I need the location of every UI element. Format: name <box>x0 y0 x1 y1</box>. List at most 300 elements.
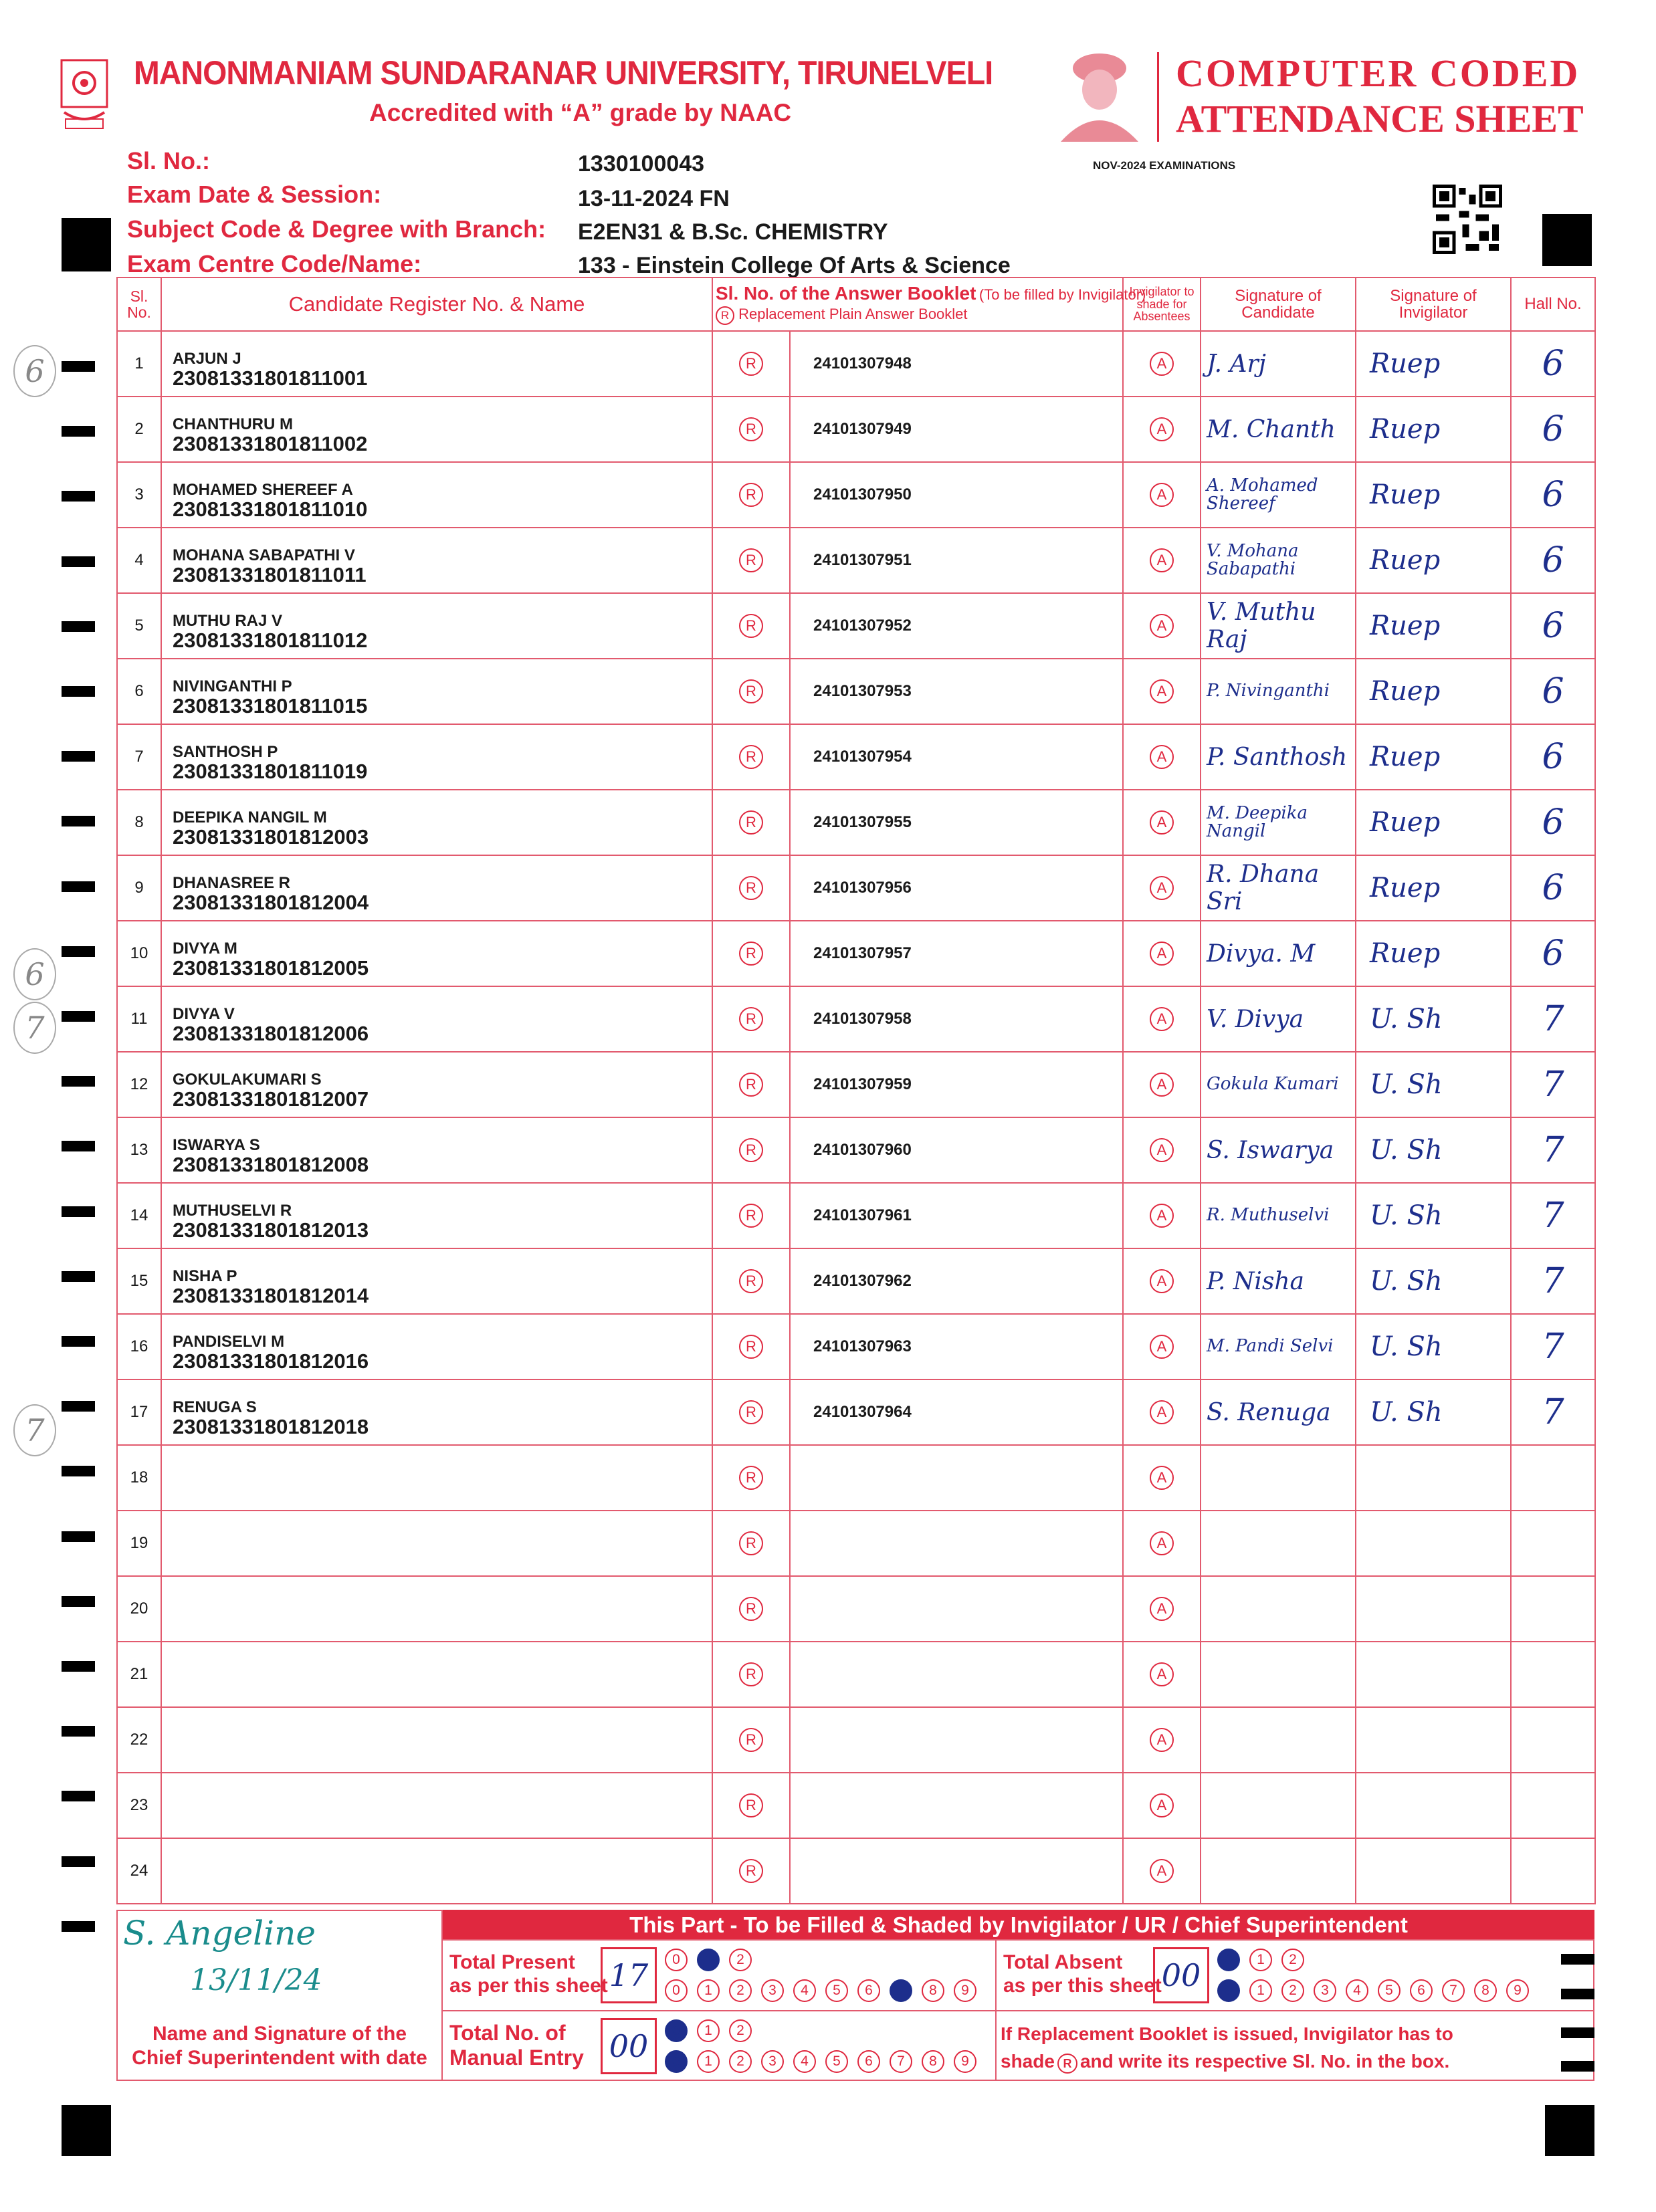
replacement-cell[interactable] <box>712 331 790 397</box>
absent-bubble[interactable]: A <box>1150 614 1174 638</box>
timing-mark <box>62 491 95 502</box>
replacement-bubble[interactable]: R <box>739 876 763 900</box>
booklet-number[interactable]: 24101307950 <box>790 462 1123 528</box>
absentee-cell[interactable] <box>1123 1117 1201 1183</box>
timing-mark <box>62 556 95 567</box>
absentee-cell[interactable] <box>1123 462 1201 528</box>
replacement-bubble[interactable]: R <box>739 1007 763 1031</box>
hall-number: 6 <box>1511 593 1595 659</box>
replacement-bubble[interactable]: R <box>739 1531 763 1555</box>
digit-bubble[interactable]: 1 <box>1249 1979 1272 2002</box>
candidate-name: DEEPIKA NANGIL M <box>173 808 327 826</box>
digit-bubble[interactable]: 3 <box>761 2050 784 2073</box>
manual-entry-label-2: Manual Entry <box>449 2045 584 2070</box>
replacement-bubble[interactable]: R <box>739 1662 763 1686</box>
candidate-cell <box>161 1052 712 1117</box>
replacement-cell[interactable] <box>712 724 790 790</box>
replacement-cell[interactable] <box>712 1511 790 1576</box>
replacement-bubble[interactable]: R <box>739 1859 763 1883</box>
manual-units-bubbles[interactable] <box>665 2050 986 2073</box>
absent-bubble[interactable]: A <box>1150 1073 1174 1097</box>
hall-number: 6 <box>1511 462 1595 528</box>
absent-bubble[interactable]: A <box>1150 548 1174 572</box>
digit-bubble[interactable]: 9 <box>954 1979 976 2002</box>
chief-signature: S. Angeline <box>123 1914 316 1953</box>
summary-banner: This Part - To be Filled & Shaded by Invigilator / UR / Chief Superintendent <box>443 1910 1594 1941</box>
digit-bubble[interactable]: 6 <box>1410 1979 1433 2002</box>
table-row <box>117 1576 1595 1642</box>
booklet-number[interactable]: 24101307964 <box>790 1379 1123 1445</box>
booklet-number[interactable]: 24101307956 <box>790 855 1123 921</box>
digit-bubble[interactable]: 2 <box>1281 1979 1304 2002</box>
row-sl-no: 19 <box>117 1511 161 1576</box>
row-sl-no: 4 <box>117 528 161 593</box>
register-number: 23081331801812005 <box>173 956 369 980</box>
row-sl-no: 11 <box>117 986 161 1052</box>
candidate-signature: S. Renuga <box>1201 1379 1356 1445</box>
timing-mark <box>62 621 95 632</box>
subject-value: E2EN31 & B.Sc. CHEMISTRY <box>578 219 888 245</box>
digit-bubble[interactable]: 9 <box>1506 1979 1529 2002</box>
candidate-cell <box>161 331 712 397</box>
absentee-cell[interactable] <box>1123 790 1201 855</box>
digit-bubble[interactable]: 4 <box>793 1979 816 2002</box>
invigilator-signature: U. Sh <box>1356 1379 1511 1445</box>
table-row <box>117 1445 1595 1511</box>
absentee-cell[interactable] <box>1123 1773 1201 1838</box>
digit-bubble[interactable]: 0 <box>665 2019 688 2042</box>
absent-bubble[interactable]: A <box>1150 1728 1174 1752</box>
manual-entry-label-1: Total No. of <box>449 2021 566 2045</box>
corner-mark <box>62 218 111 271</box>
booklet-number[interactable]: 24101307961 <box>790 1183 1123 1248</box>
absentee-cell[interactable] <box>1123 1576 1201 1642</box>
replacement-cell[interactable] <box>712 659 790 724</box>
table-row <box>117 462 1595 528</box>
replacement-note-shade: shade <box>1001 2050 1055 2072</box>
col-header-sl: Sl. No. <box>117 278 161 331</box>
replacement-bubble[interactable]: R <box>739 942 763 966</box>
absentee-cell[interactable] <box>1123 986 1201 1052</box>
digit-bubble[interactable]: 5 <box>825 1979 848 2002</box>
digit-bubble[interactable]: 8 <box>1474 1979 1497 2002</box>
present-units-bubbles[interactable] <box>665 1979 986 2002</box>
candidate-cell <box>161 593 712 659</box>
candidate-name: PANDISELVI M <box>173 1332 285 1351</box>
absent-bubble[interactable]: A <box>1150 1466 1174 1490</box>
replacement-cell[interactable] <box>712 1445 790 1511</box>
absent-bubble[interactable]: A <box>1150 1597 1174 1621</box>
hall-number: 6 <box>1511 528 1595 593</box>
absent-bubble[interactable]: A <box>1150 417 1174 441</box>
replacement-bubble[interactable]: R <box>739 1400 763 1424</box>
candidate-name <box>173 1472 712 1484</box>
digit-bubble[interactable]: 0 <box>665 1979 688 2002</box>
digit-bubble[interactable]: 6 <box>857 1979 880 2002</box>
absent-bubble[interactable]: A <box>1150 1793 1174 1817</box>
portrait-image <box>1057 51 1142 142</box>
replacement-bubble[interactable]: R <box>739 548 763 572</box>
booklet-number[interactable]: 24101307948 <box>790 331 1123 397</box>
timing-mark <box>62 1206 95 1217</box>
digit-bubble[interactable]: 2 <box>729 1979 752 2002</box>
absent-bubble[interactable]: A <box>1150 1138 1174 1162</box>
booklet-number[interactable] <box>790 1707 1123 1773</box>
replacement-cell[interactable] <box>712 1773 790 1838</box>
total-present-label <box>449 1951 608 1997</box>
absentee-cell[interactable] <box>1123 1052 1201 1117</box>
timing-mark <box>62 1791 95 1801</box>
absentee-cell[interactable] <box>1123 1707 1201 1773</box>
candidate-name: MUTHUSELVI R <box>173 1201 292 1220</box>
timing-mark <box>62 1726 95 1737</box>
candidate-name: DIVYA M <box>173 939 237 958</box>
digit-bubble[interactable]: 1 <box>1249 1949 1272 1971</box>
absentee-cell[interactable] <box>1123 397 1201 462</box>
booklet-number[interactable]: 24101307949 <box>790 397 1123 462</box>
row-sl-no: 24 <box>117 1838 161 1904</box>
timing-mark <box>62 751 95 762</box>
table-row <box>117 1379 1595 1445</box>
booklet-number[interactable] <box>790 1511 1123 1576</box>
table-row <box>117 593 1595 659</box>
absentee-cell[interactable] <box>1123 724 1201 790</box>
row-sl-no: 13 <box>117 1117 161 1183</box>
register-number: 23081331801812003 <box>173 824 369 849</box>
col-header-sig-candidate: Signature of Candidate <box>1201 278 1356 331</box>
booklet-number[interactable]: 24101307962 <box>790 1248 1123 1314</box>
absentee-cell[interactable] <box>1123 921 1201 986</box>
digit-bubble[interactable]: 2 <box>1281 1949 1304 1971</box>
replacement-cell[interactable] <box>712 397 790 462</box>
replacement-bubble[interactable]: R <box>739 1335 763 1359</box>
digit-bubble[interactable]: 4 <box>1346 1979 1368 2002</box>
replacement-cell[interactable] <box>712 1248 790 1314</box>
row-sl-no: 18 <box>117 1445 161 1511</box>
absentee-cell[interactable] <box>1123 1642 1201 1707</box>
subject-label: Subject Code & Degree with Branch: <box>127 215 546 243</box>
replacement-bubble[interactable]: R <box>739 1597 763 1621</box>
booklet-number[interactable] <box>790 1445 1123 1511</box>
replacement-bubble[interactable]: R <box>739 1728 763 1752</box>
replacement-bubble[interactable]: R <box>739 614 763 638</box>
candidate-signature: V. Muthu Raj <box>1201 593 1356 659</box>
hall-number <box>1511 1838 1595 1904</box>
digit-bubble[interactable]: 1 <box>697 2050 720 2073</box>
digit-bubble[interactable]: 5 <box>825 2050 848 2073</box>
replacement-bubble[interactable]: R <box>739 1793 763 1817</box>
hall-number: 6 <box>1511 724 1595 790</box>
invigilator-signature: Ruep <box>1356 462 1511 528</box>
exam-date-label: Exam Date & Session: <box>127 181 382 208</box>
replacement-bubble[interactable]: R <box>739 483 763 507</box>
candidate-name <box>173 1865 712 1877</box>
total-absent-label <box>1003 1951 1162 1997</box>
absentee-cell[interactable] <box>1123 1379 1201 1445</box>
row-sl-no: 14 <box>117 1183 161 1248</box>
digit-bubble[interactable]: 0 <box>1217 1949 1240 1971</box>
chief-label <box>116 2022 443 2070</box>
digit-bubble[interactable]: 1 <box>697 2019 720 2042</box>
absentee-cell[interactable] <box>1123 659 1201 724</box>
timing-mark <box>62 946 95 957</box>
digit-bubble[interactable]: 2 <box>729 2019 752 2042</box>
digit-bubble[interactable]: 0 <box>1217 1979 1240 2002</box>
digit-bubble[interactable]: 3 <box>1314 1979 1336 2002</box>
absentee-cell[interactable] <box>1123 1838 1201 1904</box>
booklet-number[interactable]: 24101307953 <box>790 659 1123 724</box>
present-tens-bubbles[interactable] <box>665 1949 761 1971</box>
booklet-number[interactable]: 24101307954 <box>790 724 1123 790</box>
replacement-bubble[interactable]: R <box>739 679 763 703</box>
digit-bubble[interactable]: 8 <box>922 2050 944 2073</box>
total-absent-box[interactable]: 00 <box>1153 1947 1209 2003</box>
replacement-cell[interactable] <box>712 1314 790 1379</box>
candidate-name: MUTHU RAJ V <box>173 611 283 630</box>
replacement-cell[interactable] <box>712 1052 790 1117</box>
invigilator-signature: Ruep <box>1356 331 1511 397</box>
digit-bubble[interactable]: 8 <box>922 1979 944 2002</box>
invigilator-signature <box>1356 1445 1511 1511</box>
digit-bubble[interactable]: 6 <box>857 2050 880 2073</box>
replacement-bubble[interactable]: R <box>739 1204 763 1228</box>
absent-bubble[interactable]: A <box>1150 810 1174 835</box>
hall-number <box>1511 1511 1595 1576</box>
absent-bubble[interactable]: A <box>1150 1007 1174 1031</box>
hall-number: 7 <box>1511 1052 1595 1117</box>
replacement-cell[interactable] <box>712 1117 790 1183</box>
table-row <box>117 790 1595 855</box>
table-row <box>117 1183 1595 1248</box>
row-sl-no: 6 <box>117 659 161 724</box>
booklet-title: Sl. No. of the Answer Booklet <box>716 283 976 304</box>
candidate-signature: P. Nivinganthi <box>1201 659 1356 724</box>
replacement-bubble[interactable]: R <box>739 745 763 769</box>
qr-code <box>1433 185 1502 254</box>
absent-bubble[interactable]: A <box>1150 1859 1174 1883</box>
row-sl-no: 22 <box>117 1707 161 1773</box>
register-number: 23081331801812013 <box>173 1218 369 1242</box>
corner-mark <box>62 2105 111 2156</box>
header-divider <box>1157 52 1159 142</box>
candidate-signature: V. Divya <box>1201 986 1356 1052</box>
hall-number: 7 <box>1511 1248 1595 1314</box>
summary-vdivider <box>995 1939 997 2081</box>
replacement-bubble[interactable]: R <box>739 1073 763 1097</box>
replacement-cell[interactable] <box>712 1379 790 1445</box>
absentee-cell[interactable] <box>1123 855 1201 921</box>
invigilator-signature: Ruep <box>1356 855 1511 921</box>
booklet-number[interactable] <box>790 1642 1123 1707</box>
candidate-name <box>173 1603 712 1615</box>
replacement-bubble[interactable]: R <box>739 352 763 376</box>
absentee-cell[interactable] <box>1123 1248 1201 1314</box>
invigilator-signature: U. Sh <box>1356 1314 1511 1379</box>
row-sl-no: 7 <box>117 724 161 790</box>
absent-bubble[interactable]: A <box>1150 352 1174 376</box>
manual-entry-box[interactable]: 00 <box>601 2018 657 2074</box>
booklet-number[interactable]: 24101307959 <box>790 1052 1123 1117</box>
absent-bubble[interactable]: A <box>1150 876 1174 900</box>
replacement-bubble[interactable]: R <box>739 810 763 835</box>
manual-tens-bubbles[interactable] <box>665 2019 761 2042</box>
replacement-cell[interactable] <box>712 462 790 528</box>
sheet-title-line2: ATTENDANCE SHEET <box>1176 97 1584 140</box>
absentee-cell[interactable] <box>1123 528 1201 593</box>
replacement-cell[interactable] <box>712 1183 790 1248</box>
register-number: 23081331801812006 <box>173 1021 369 1045</box>
booklet-number[interactable]: 24101307955 <box>790 790 1123 855</box>
digit-bubble[interactable]: 7 <box>1442 1979 1465 2002</box>
replacement-cell[interactable] <box>712 593 790 659</box>
booklet-number[interactable] <box>790 1773 1123 1838</box>
booklet-sub: Replacement Plain Answer Booklet <box>738 305 968 322</box>
candidate-name: NISHA P <box>173 1266 237 1285</box>
absentee-cell[interactable] <box>1123 331 1201 397</box>
summary-divider <box>441 2010 1594 2011</box>
digit-bubble[interactable]: 1 <box>697 1949 720 1971</box>
digit-bubble[interactable]: 2 <box>729 2050 752 2073</box>
attendance-table <box>116 277 1594 1904</box>
candidate-signature <box>1201 1838 1356 1904</box>
booklet-number[interactable]: 24101307952 <box>790 593 1123 659</box>
hall-number <box>1511 1445 1595 1511</box>
replacement-cell[interactable] <box>712 1642 790 1707</box>
invigilator-signature: U. Sh <box>1356 986 1511 1052</box>
row-sl-no: 10 <box>117 921 161 986</box>
candidate-name: DHANASREE R <box>173 873 291 892</box>
table-row <box>117 1117 1595 1183</box>
candidate-signature: S. Iswarya <box>1201 1117 1356 1183</box>
replacement-cell[interactable] <box>712 1838 790 1904</box>
candidate-cell <box>161 1511 712 1576</box>
replacement-bubble[interactable]: R <box>739 1466 763 1490</box>
digit-bubble[interactable]: 0 <box>665 2050 688 2073</box>
corner-mark <box>1542 214 1592 266</box>
digit-bubble[interactable]: 0 <box>665 1949 688 1971</box>
timing-mark <box>62 1921 95 1932</box>
centre-label: Exam Centre Code/Name: <box>127 250 422 278</box>
timing-mark <box>62 1401 95 1412</box>
table-row <box>117 1707 1595 1773</box>
timing-mark <box>62 816 95 826</box>
replacement-cell[interactable] <box>712 986 790 1052</box>
digit-bubble[interactable]: 5 <box>1378 1979 1401 2002</box>
hall-number: 7 <box>1511 1117 1595 1183</box>
candidate-signature: R. Muthuselvi <box>1201 1183 1356 1248</box>
booklet-number[interactable]: 24101307958 <box>790 986 1123 1052</box>
absent-units-bubbles[interactable] <box>1217 1979 1538 2002</box>
register-number: 23081331801811011 <box>173 562 367 586</box>
digit-bubble[interactable]: 3 <box>761 1979 784 2002</box>
digit-bubble[interactable]: 4 <box>793 2050 816 2073</box>
candidate-cell <box>161 1445 712 1511</box>
replacement-cell[interactable] <box>712 1576 790 1642</box>
hall-number <box>1511 1642 1595 1707</box>
timing-mark <box>1561 2061 1594 2072</box>
absent-tens-bubbles[interactable] <box>1217 1949 1314 1971</box>
table-row <box>117 921 1595 986</box>
absent-bubble[interactable]: A <box>1150 483 1174 507</box>
candidate-signature: M. Pandi Selvi <box>1201 1314 1356 1379</box>
candidate-cell <box>161 528 712 593</box>
digit-bubble[interactable]: 9 <box>954 2050 976 2073</box>
replacement-cell[interactable] <box>712 528 790 593</box>
replacement-cell[interactable] <box>712 1707 790 1773</box>
booklet-number[interactable]: 24101307957 <box>790 921 1123 986</box>
timing-mark <box>62 1596 95 1607</box>
absent-bubble[interactable]: A <box>1150 1335 1174 1359</box>
absentee-cell[interactable] <box>1123 593 1201 659</box>
absent-bubble[interactable]: A <box>1150 1662 1174 1686</box>
digit-bubble[interactable]: 1 <box>697 1979 720 2002</box>
absent-bubble[interactable]: A <box>1150 745 1174 769</box>
replacement-bubble[interactable]: R <box>739 417 763 441</box>
absentee-cell[interactable] <box>1123 1314 1201 1379</box>
booklet-number[interactable] <box>790 1838 1123 1904</box>
register-number: 23081331801811019 <box>173 759 368 783</box>
digit-bubble[interactable]: 7 <box>890 1979 912 2002</box>
absentee-cell[interactable] <box>1123 1183 1201 1248</box>
replacement-note-1: If Replacement Booklet is issued, Invigilator has to <box>1001 2023 1453 2044</box>
candidate-name: DIVYA V <box>173 1004 235 1023</box>
table-row <box>117 1838 1595 1904</box>
candidate-signature: A. Mohamed Shereef <box>1201 462 1356 528</box>
manual-entry-label <box>449 2021 584 2070</box>
replacement-cell[interactable] <box>712 921 790 986</box>
digit-bubble[interactable]: 7 <box>890 2050 912 2073</box>
hall-number: 6 <box>1511 397 1595 462</box>
absent-bubble[interactable]: A <box>1150 942 1174 966</box>
booklet-number[interactable]: 24101307951 <box>790 528 1123 593</box>
replacement-cell[interactable] <box>712 855 790 921</box>
digit-bubble[interactable]: 2 <box>729 1949 752 1971</box>
timing-mark <box>62 881 95 892</box>
candidate-name <box>173 1668 712 1680</box>
booklet-number[interactable]: 24101307960 <box>790 1117 1123 1183</box>
absent-bubble[interactable]: A <box>1150 1400 1174 1424</box>
hall-number: 6 <box>1511 331 1595 397</box>
col-header-candidate: Candidate Register No. & Name <box>161 278 712 331</box>
absent-bubble[interactable]: A <box>1150 679 1174 703</box>
candidate-signature: M. Deepika Nangil <box>1201 790 1356 855</box>
absentee-cell[interactable] <box>1123 1511 1201 1576</box>
hall-number <box>1511 1707 1595 1773</box>
replacement-bubble[interactable]: R <box>739 1269 763 1293</box>
total-present-box[interactable]: 17 <box>601 1947 657 2003</box>
invigilator-signature <box>1356 1838 1511 1904</box>
hall-number: 7 <box>1511 986 1595 1052</box>
margin-hall-mark: 6 <box>13 948 56 1000</box>
replacement-cell[interactable] <box>712 790 790 855</box>
booklet-number[interactable] <box>790 1576 1123 1642</box>
candidate-cell <box>161 1642 712 1707</box>
row-sl-no: 9 <box>117 855 161 921</box>
absent-bubble[interactable]: A <box>1150 1204 1174 1228</box>
total-absent-label-1: Total Absent <box>1003 1951 1123 1973</box>
hall-number: 6 <box>1511 659 1595 724</box>
booklet-number[interactable]: 24101307963 <box>790 1314 1123 1379</box>
invigilator-summary <box>116 1910 1594 2082</box>
chief-label-line2: Chief Superintendent with date <box>132 2047 427 2069</box>
absent-bubble[interactable]: A <box>1150 1531 1174 1555</box>
absentee-cell[interactable] <box>1123 1445 1201 1511</box>
chief-label-line1: Name and Signature of the <box>152 2023 407 2045</box>
table-row <box>117 1511 1595 1576</box>
absent-bubble[interactable]: A <box>1150 1269 1174 1293</box>
col-header-hall: Hall No. <box>1511 278 1595 331</box>
replacement-bubble[interactable]: R <box>739 1138 763 1162</box>
